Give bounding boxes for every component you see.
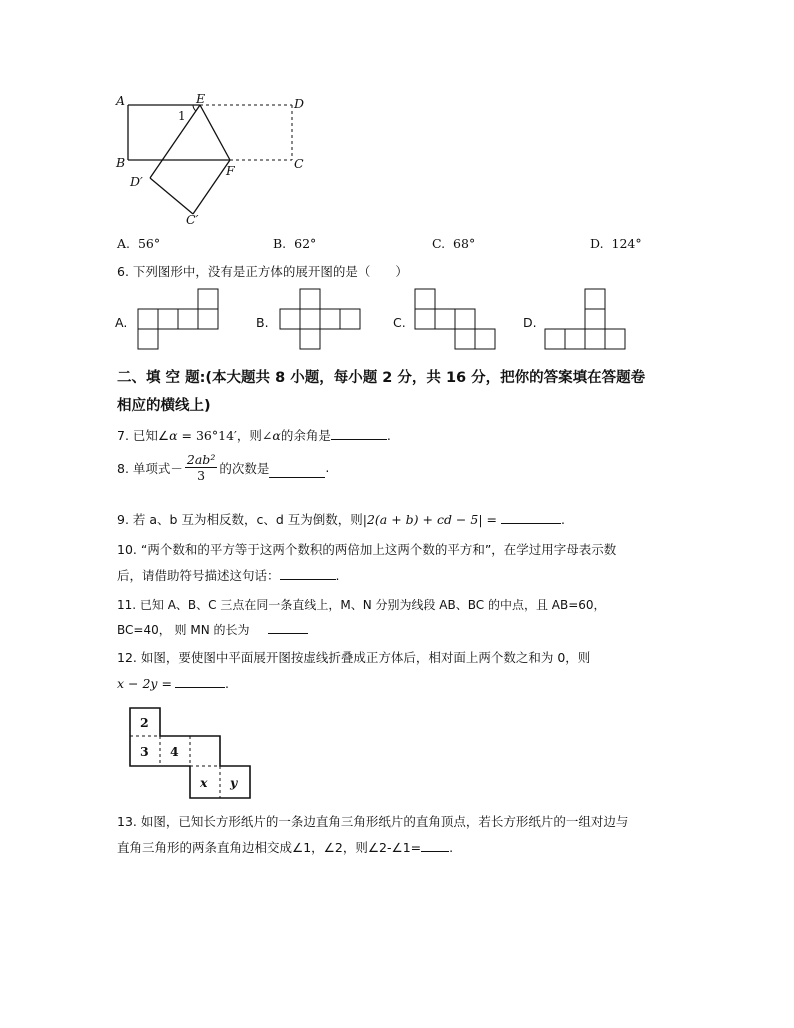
q9-answer-blank xyxy=(501,511,561,524)
label-A: A xyxy=(116,93,126,108)
q10-line1: 10. “两个数和的平方等于这两个数积的两倍加上这两个数的平方和”，在学过用字母表示数 xyxy=(117,542,617,557)
q13-answer-blank xyxy=(421,839,449,852)
q8-answer-blank xyxy=(269,465,325,478)
q5-option-c: C. 68° xyxy=(432,236,476,251)
q6-label-a: A. xyxy=(115,315,128,330)
label-B: B xyxy=(116,155,126,170)
q11-answer-blank xyxy=(268,621,308,634)
q12-cell-3: 3 xyxy=(140,744,149,759)
q13-line1: 13. 如图，已知长方形纸片的一条边直角三角形纸片的直角顶点，若长方形纸片的一组对边与 xyxy=(117,814,629,829)
section-2-heading-cont: 相应的横线上) xyxy=(117,398,211,414)
label-D-prime: D′ xyxy=(130,174,143,189)
q12-cell-2: 2 xyxy=(140,715,149,730)
q6-text: 6. 下列图形中，没有是正方体的展开图的是（ ） xyxy=(117,264,408,279)
label-angle-1: 1 xyxy=(178,109,186,123)
q12-answer-blank xyxy=(175,675,225,688)
q12-cell-y: y xyxy=(230,775,238,790)
label-F: F xyxy=(226,163,235,178)
q11-line2: BC=40， 则 MN 的长为 xyxy=(117,621,308,638)
q9: 9. 若 a、b 互为相反数，c、d 互为倒数，则|2(a + b) + cd − 5| = . xyxy=(117,512,565,527)
q11-line1: 11. 已知 A、B、C 三点在同一条直线上，M、N 分别为线段 AB、BC 的中点，且 AB=60， xyxy=(117,598,606,612)
q13-line2: 直角三角形的两条直角边相交成∠1，∠2，则∠2-∠1= . xyxy=(117,840,454,855)
q7-answer-blank xyxy=(331,427,387,440)
q5-option-a: A. 56° xyxy=(117,236,161,251)
q6-label-b: B. xyxy=(256,315,269,330)
q8: 8. 单项式－ $\frac{\text{2ab²}}{3}$ 的次数是 . xyxy=(117,452,330,483)
label-D: D xyxy=(294,96,305,111)
label-C-prime: C′ xyxy=(186,212,199,227)
q7: 7. 已知∠α = 36°14′，则∠α的余角是 . xyxy=(117,428,391,443)
q5-option-d: D. 124° xyxy=(590,236,642,251)
q6-label-d: D. xyxy=(523,315,537,330)
q12-cell-x: x xyxy=(200,775,208,790)
q12-line2: x − 2y = . xyxy=(117,676,229,691)
q12-cube-net xyxy=(128,706,253,801)
q12-cell-4: 4 xyxy=(170,744,179,759)
q12-line1: 12. 如图，要使图中平面展开图按虚线折叠成正方体后，相对面上两个数之和为 0，则 xyxy=(117,650,591,665)
cube-nets-svg xyxy=(110,285,670,355)
fold-figure xyxy=(110,88,330,233)
label-C: C xyxy=(294,156,304,171)
q10-line2: 后，请借助符号描述这句话： . xyxy=(117,568,340,583)
q10-answer-blank xyxy=(280,567,336,580)
q5-option-b: B. 62° xyxy=(273,236,317,251)
q6-nets xyxy=(110,285,670,355)
q6-label-c: C. xyxy=(393,315,406,330)
section-2-heading: 二、填 空 题:(本大题共 8 小题，每小题 2 分，共 16 分，把你的答案填在答题卷 xyxy=(117,370,646,386)
label-E: E xyxy=(196,91,206,106)
